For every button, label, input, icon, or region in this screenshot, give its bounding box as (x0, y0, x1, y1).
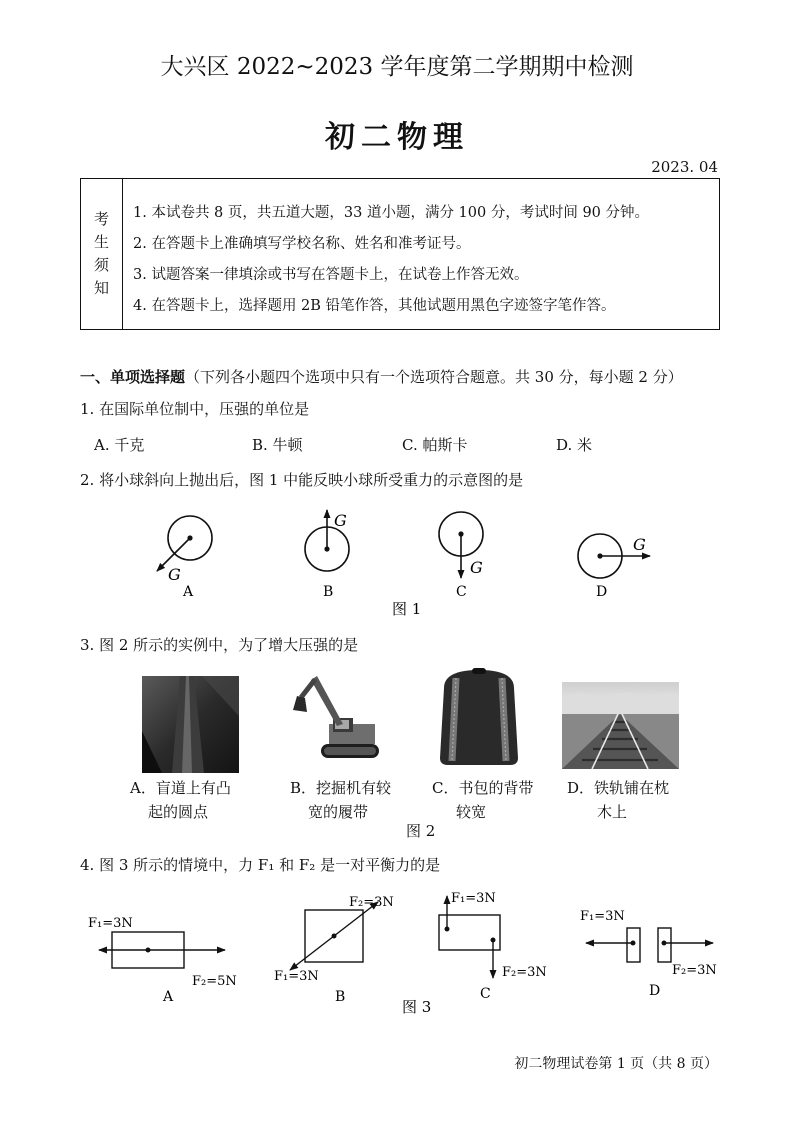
section-description: （下列各小题四个选项中只有一个选项符合题意。共 30 分，每小题 2 分） (185, 368, 683, 386)
section-title (80, 366, 683, 387)
notice-item: 1. 本试卷共 8 页，共五道大题，33 道小题，满分 100 分，考试时间 90 分钟。 (133, 205, 650, 221)
photo-tactile-paving (142, 676, 239, 773)
force-f1-label: F₁=3N (580, 909, 625, 924)
question-3-stem: 3. 图 2 所示的实例中，为了增大压强的是 (80, 636, 359, 654)
notice-item: 2. 在答题卡上准确填写学校名称、姓名和准考证号。 (133, 236, 471, 252)
exam-header: 大兴区 2022~2023 学年度第二学期期中检测 (160, 54, 634, 80)
q3-caption-b: B．挖掘机有较 宽的履带 (290, 779, 392, 821)
figure-2-caption: 图 2 (406, 822, 436, 840)
subject-title: 初二物理 (325, 120, 469, 155)
photo-excavator (291, 666, 383, 763)
fig3-option-d (580, 909, 717, 999)
force-f1-label: F₁=3N (451, 891, 496, 906)
q1-option-b: B. 牛顿 (252, 436, 303, 454)
fig1-option-a (157, 516, 212, 584)
force-f2-label: F₂=3N (349, 895, 394, 910)
q3-caption-a: A．盲道上有凸 起的圆点 (130, 779, 231, 821)
photo-backpack (434, 666, 524, 766)
figure-3-caption: 图 3 (402, 998, 432, 1016)
fig3-letter-c: C (480, 986, 491, 1002)
block (439, 915, 500, 950)
figure-1-caption: 图 1 (392, 600, 422, 618)
question-1-stem: 1. 在国际单位制中，压强的单位是 (80, 400, 310, 418)
section-heading: 一、单项选择题 (80, 368, 186, 386)
notice-item: 3. 试题答案一律填涂或书写在答题卡上，在试卷上作答无效。 (133, 267, 529, 283)
q3-caption-c: C．书包的背带 较宽 (432, 779, 534, 821)
q3-caption-d: D．铁轨铺在枕 木上 (567, 779, 670, 821)
fig1-letter-d: D (596, 584, 608, 600)
fig1-option-d (578, 534, 650, 578)
fig3-option-c (439, 891, 547, 1002)
fig1-letter-b: B (323, 584, 334, 600)
force-f1-label: F₁=3N (274, 969, 319, 984)
photo-railway (562, 682, 679, 769)
force-label: G (633, 535, 646, 554)
q1-option-c: C. 帕斯卡 (402, 436, 468, 454)
figure-1-diagram (0, 498, 794, 622)
notice-item: 4. 在答题卡上，选择题用 2B 铅笔作答，其他试题用黑色字迹签字笔作答。 (133, 298, 616, 314)
fig3-letter-b: B (335, 989, 346, 1005)
fig1-option-b (305, 510, 349, 571)
force-label: G (470, 558, 483, 577)
force-f1-label: F₁=3N (88, 916, 133, 931)
fig1-letter-a: A (183, 584, 194, 600)
fig3-letter-d: D (649, 983, 661, 999)
notice-box (80, 178, 720, 330)
fig1-letter-c: C (456, 584, 467, 600)
figure-3-diagram (0, 880, 794, 1020)
force-f2-label: F₂=5N (192, 974, 237, 989)
question-2-stem: 2. 将小球斜向上抛出后，图 1 中能反映小球所受重力的示意图的是 (80, 471, 524, 489)
page-footer: 初二物理试卷第 1 页（共 8 页） (514, 1056, 718, 1072)
force-label: G (334, 511, 347, 530)
force-f1-arrow (290, 936, 334, 970)
fig3-option-b (274, 895, 394, 1005)
force-f2-label: F₂=3N (502, 965, 547, 980)
notice-label: 考生须知 (81, 179, 123, 329)
force-label: G (168, 565, 181, 584)
fig3-option-a (88, 916, 237, 1005)
fig3-letter-a: A (163, 989, 174, 1005)
question-4-stem: 4. 图 3 所示的情境中，力 F₁ 和 F₂ 是一对平衡力的是 (80, 856, 441, 874)
q1-option-d: D. 米 (556, 436, 593, 454)
exam-date: 2023. 04 (651, 158, 718, 176)
fig1-option-c (439, 512, 483, 578)
q1-option-a: A. 千克 (94, 436, 145, 454)
force-f2-label: F₂=3N (672, 963, 717, 978)
